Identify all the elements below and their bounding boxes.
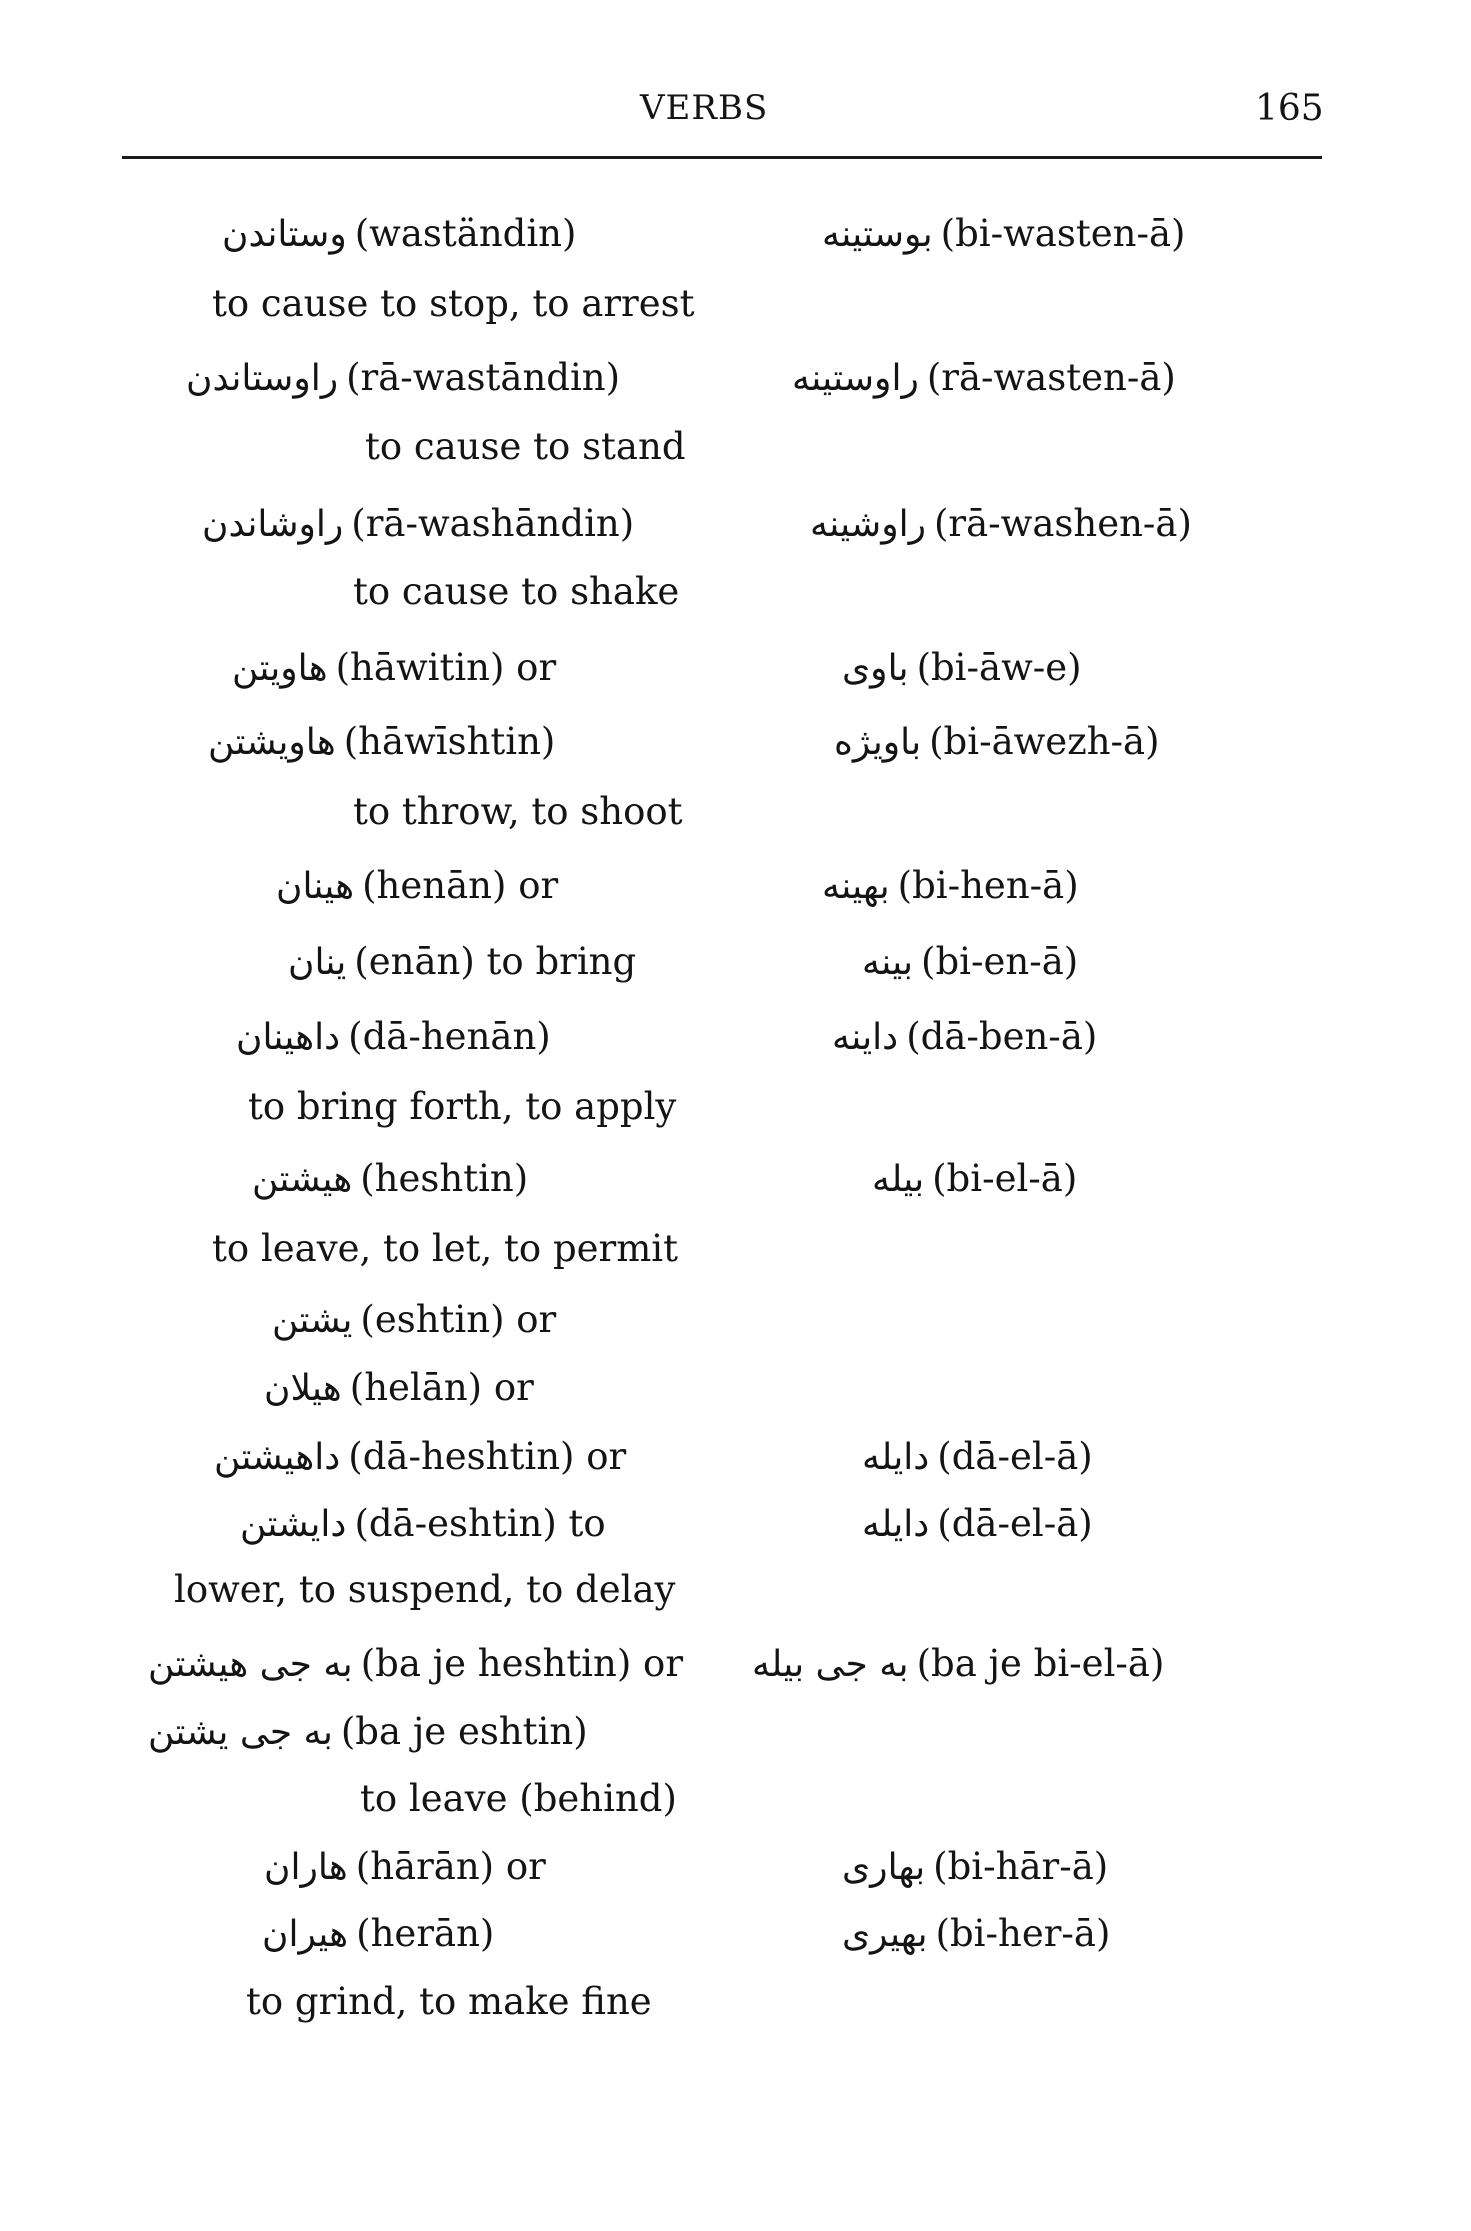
- imperative-entry: [792, 356, 1176, 399]
- arabic-imperative: بهارى: [842, 1847, 926, 1888]
- arabic-imperative: بوستينه: [822, 214, 933, 255]
- transliteration: (hāwitin) or: [335, 646, 557, 689]
- gloss-line: to cause to stand: [365, 425, 686, 468]
- imperative-transliteration: (dā-el-ā): [937, 1435, 1093, 1478]
- verb-entry: [288, 940, 636, 983]
- arabic-infinitive: وستاندن: [222, 214, 347, 255]
- verb-entry: [240, 1502, 606, 1545]
- arabic-imperative: بهينه: [822, 866, 890, 907]
- imperative-entry: [834, 720, 1160, 763]
- imperative-entry: [810, 502, 1192, 545]
- verb-entry: [214, 1435, 626, 1478]
- imperative-entry: [752, 1642, 1164, 1685]
- imperative-transliteration: (bi-en-ā): [921, 940, 1079, 983]
- gloss-line: to cause to shake: [353, 570, 680, 613]
- gloss-line: to bring forth, to apply: [248, 1085, 677, 1128]
- transliteration: (dā-heshtin) or: [348, 1435, 627, 1478]
- transliteration: (waständin): [354, 212, 577, 255]
- gloss-line: to leave (behind): [360, 1777, 677, 1820]
- arabic-infinitive: يشتن: [272, 1300, 353, 1341]
- transliteration: (enān) to bring: [354, 940, 637, 983]
- arabic-infinitive: داهينان: [236, 1017, 341, 1058]
- arabic-imperative: دايله: [862, 1504, 930, 1545]
- imperative-transliteration: (bi-wasten-ā): [940, 212, 1186, 255]
- arabic-infinitive: راوشاندن: [202, 504, 344, 545]
- imperative-entry: [862, 1435, 1093, 1478]
- imperative-transliteration: (rā-wasten-ā): [926, 356, 1176, 399]
- arabic-imperative: داينه: [832, 1017, 899, 1058]
- transliteration: (hārān) or: [355, 1845, 546, 1888]
- transliteration: (dā-eshtin) to: [354, 1502, 606, 1545]
- transliteration: (hāwīshtin): [343, 720, 556, 763]
- imperative-entry: [832, 1015, 1097, 1058]
- arabic-infinitive: دايشتن: [240, 1504, 347, 1545]
- verb-entry: [148, 1710, 588, 1753]
- imperative-transliteration: (bi-āw-e): [916, 646, 1082, 689]
- verb-entry: [262, 1912, 494, 1955]
- arabic-infinitive: هيران: [262, 1914, 349, 1955]
- imperative-transliteration: (bi-her-ā): [935, 1912, 1111, 1955]
- transliteration: (helān) or: [349, 1366, 534, 1409]
- running-header: VERBS: [640, 88, 769, 128]
- arabic-infinitive: هيلان: [264, 1368, 342, 1409]
- verb-entry: [222, 212, 576, 255]
- gloss-line: to cause to stop, to arrest: [212, 282, 695, 325]
- verb-entry: [148, 1642, 683, 1685]
- gloss-line: to leave, to let, to permit: [212, 1227, 679, 1270]
- verb-entry: [272, 1298, 556, 1341]
- arabic-imperative: بينه: [862, 942, 914, 983]
- transliteration: (dā-henān): [348, 1015, 551, 1058]
- imperative-transliteration: (rā-washen-ā): [933, 502, 1192, 545]
- imperative-transliteration: (bi-āwezh-ā): [929, 720, 1160, 763]
- verb-entry: [264, 1366, 534, 1409]
- imperative-transliteration: (ba je bi-el-ā): [916, 1642, 1165, 1685]
- arabic-imperative: باوى: [842, 648, 909, 689]
- verb-entry: [276, 864, 558, 907]
- arabic-infinitive: داهيشتن: [214, 1437, 341, 1478]
- arabic-infinitive: به جى يشتن: [148, 1712, 333, 1753]
- verb-entry: [236, 1015, 551, 1058]
- imperative-entry: [822, 864, 1079, 907]
- arabic-imperative: دايله: [862, 1437, 930, 1478]
- transliteration: (rā-washāndin): [351, 502, 635, 545]
- transliteration: (henān) or: [362, 864, 559, 907]
- imperative-entry: [862, 940, 1078, 983]
- arabic-imperative: بهيرى: [842, 1914, 928, 1955]
- verb-entry: [186, 356, 620, 399]
- transliteration: (heshtin): [360, 1157, 529, 1200]
- verb-entry: [202, 502, 634, 545]
- transliteration: (ba je eshtin): [340, 1710, 588, 1753]
- arabic-infinitive: هينان: [276, 866, 355, 907]
- arabic-imperative: به جى بيله: [752, 1644, 909, 1685]
- arabic-imperative: باويژه: [834, 722, 922, 763]
- arabic-infinitive: هيشتن: [252, 1159, 353, 1200]
- arabic-imperative: راوشينه: [810, 504, 926, 545]
- page-number: 165: [1255, 88, 1324, 129]
- arabic-imperative: بيله: [872, 1159, 925, 1200]
- arabic-infinitive: راوستاندن: [186, 358, 339, 399]
- imperative-entry: [862, 1502, 1093, 1545]
- imperative-entry: [842, 1845, 1108, 1888]
- arabic-infinitive: هاران: [264, 1847, 348, 1888]
- verb-entry: [232, 646, 556, 689]
- verb-entry: [208, 720, 555, 763]
- imperative-transliteration: (bi-hen-ā): [897, 864, 1079, 907]
- transliteration: (rā-wastāndin): [346, 356, 621, 399]
- transliteration: (ba je heshtin) or: [360, 1642, 684, 1685]
- gloss-line: to throw, to shoot: [353, 790, 683, 833]
- imperative-entry: [842, 1912, 1110, 1955]
- transliteration: (herān): [356, 1912, 495, 1955]
- imperative-transliteration: (bi-el-ā): [932, 1157, 1078, 1200]
- imperative-transliteration: (dā-ben-ā): [906, 1015, 1098, 1058]
- arabic-infinitive: به جى هيشتن: [148, 1644, 353, 1685]
- arabic-infinitive: هاويشتن: [208, 722, 336, 763]
- verb-entry: [264, 1845, 546, 1888]
- verb-entry: [252, 1157, 528, 1200]
- transliteration: (eshtin) or: [360, 1298, 557, 1341]
- arabic-imperative: راوستينه: [792, 358, 919, 399]
- gloss-line: to grind, to make fine: [246, 1980, 652, 2023]
- imperative-transliteration: (dā-el-ā): [937, 1502, 1093, 1545]
- imperative-entry: [822, 212, 1185, 255]
- arabic-infinitive: هاويتن: [232, 648, 328, 689]
- gloss-line: lower, to suspend, to delay: [174, 1568, 676, 1611]
- imperative-entry: [842, 646, 1082, 689]
- imperative-transliteration: (bi-hār-ā): [933, 1845, 1109, 1888]
- header-rule: [122, 156, 1322, 159]
- imperative-entry: [872, 1157, 1077, 1200]
- arabic-infinitive: ينان: [288, 942, 347, 983]
